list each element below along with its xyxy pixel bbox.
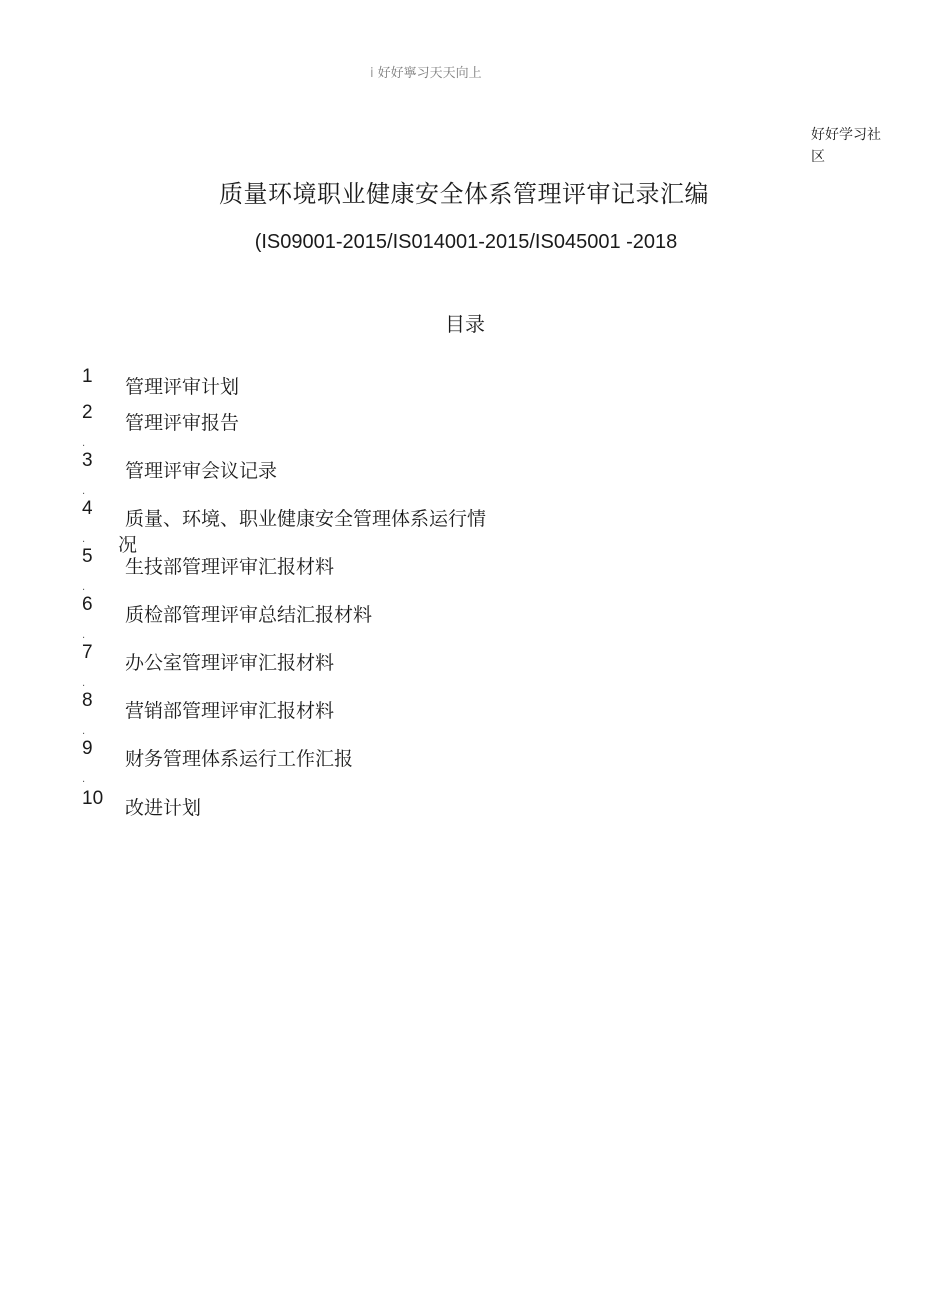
toc-item-number: 3: [82, 450, 93, 471]
toc-item-overflow-text: 况: [118, 534, 138, 556]
page-header: [370, 62, 482, 81]
toc-item-title: 质量、环境、职业健康安全管理体系运行情: [125, 508, 487, 530]
side-note: 好好学习社区: [811, 127, 881, 165]
toc-item-dot: .: [82, 582, 86, 593]
toc-item: [80, 366, 680, 406]
toc-item-number: 6: [82, 594, 93, 615]
toc-item-dot: .: [82, 486, 86, 497]
toc-item-number: 5: [82, 546, 93, 567]
toc-item: [80, 642, 680, 689]
toc-item-number: 4: [82, 498, 93, 519]
document-subtitle: (IS09001-2015/IS014001-2015/IS045001 -2018: [254, 231, 678, 253]
toc-item: [80, 738, 680, 785]
toc-item: [80, 788, 680, 828]
toc-item-number: 2: [82, 402, 93, 423]
toc-item-number: 8: [82, 690, 93, 711]
toc-item-dot: .: [82, 678, 86, 689]
toc-item: [80, 402, 680, 449]
toc-item-number: 10: [82, 788, 104, 809]
toc-item-title: 办公室管理评审汇报材料: [125, 652, 335, 674]
toc-item-dot: .: [82, 534, 86, 545]
toc-item-dot: .: [82, 630, 86, 641]
toc-item-number: 1: [82, 366, 93, 387]
toc-item-title: 管理评审报告: [125, 412, 240, 434]
header-slogan: 好好寧习天天向上: [377, 66, 482, 81]
toc-item-title: 营销部管理评审汇报材料: [125, 700, 335, 722]
toc-item: [80, 594, 680, 641]
toc-item-title: 质检部管理评审总结汇报材料: [125, 604, 373, 626]
toc-item-title: 管理评审会议记录: [125, 460, 278, 482]
toc-item-dot: .: [82, 726, 86, 737]
toc-item-number: 7: [82, 642, 93, 663]
toc-item-title: 管理评审计划: [125, 376, 240, 398]
toc-item-number: 9: [82, 738, 93, 759]
toc-item: [80, 450, 680, 497]
toc-item: [80, 690, 680, 737]
toc-item-dot: .: [82, 774, 86, 785]
toc-item-title: 改进计划: [125, 797, 202, 819]
document-title: 质量环境职业健康安全体系管理评审记录汇编: [219, 180, 709, 208]
toc-item-dot: .: [82, 438, 86, 449]
toc-heading: 目录: [445, 312, 485, 336]
header-bar: i: [370, 66, 374, 81]
toc-item-title: 财务管理体系运行工作汇报: [125, 748, 354, 770]
toc-item: [80, 546, 680, 593]
toc-item-title: 生技部管理评审汇报材料: [125, 556, 335, 578]
toc-item: [80, 498, 680, 545]
